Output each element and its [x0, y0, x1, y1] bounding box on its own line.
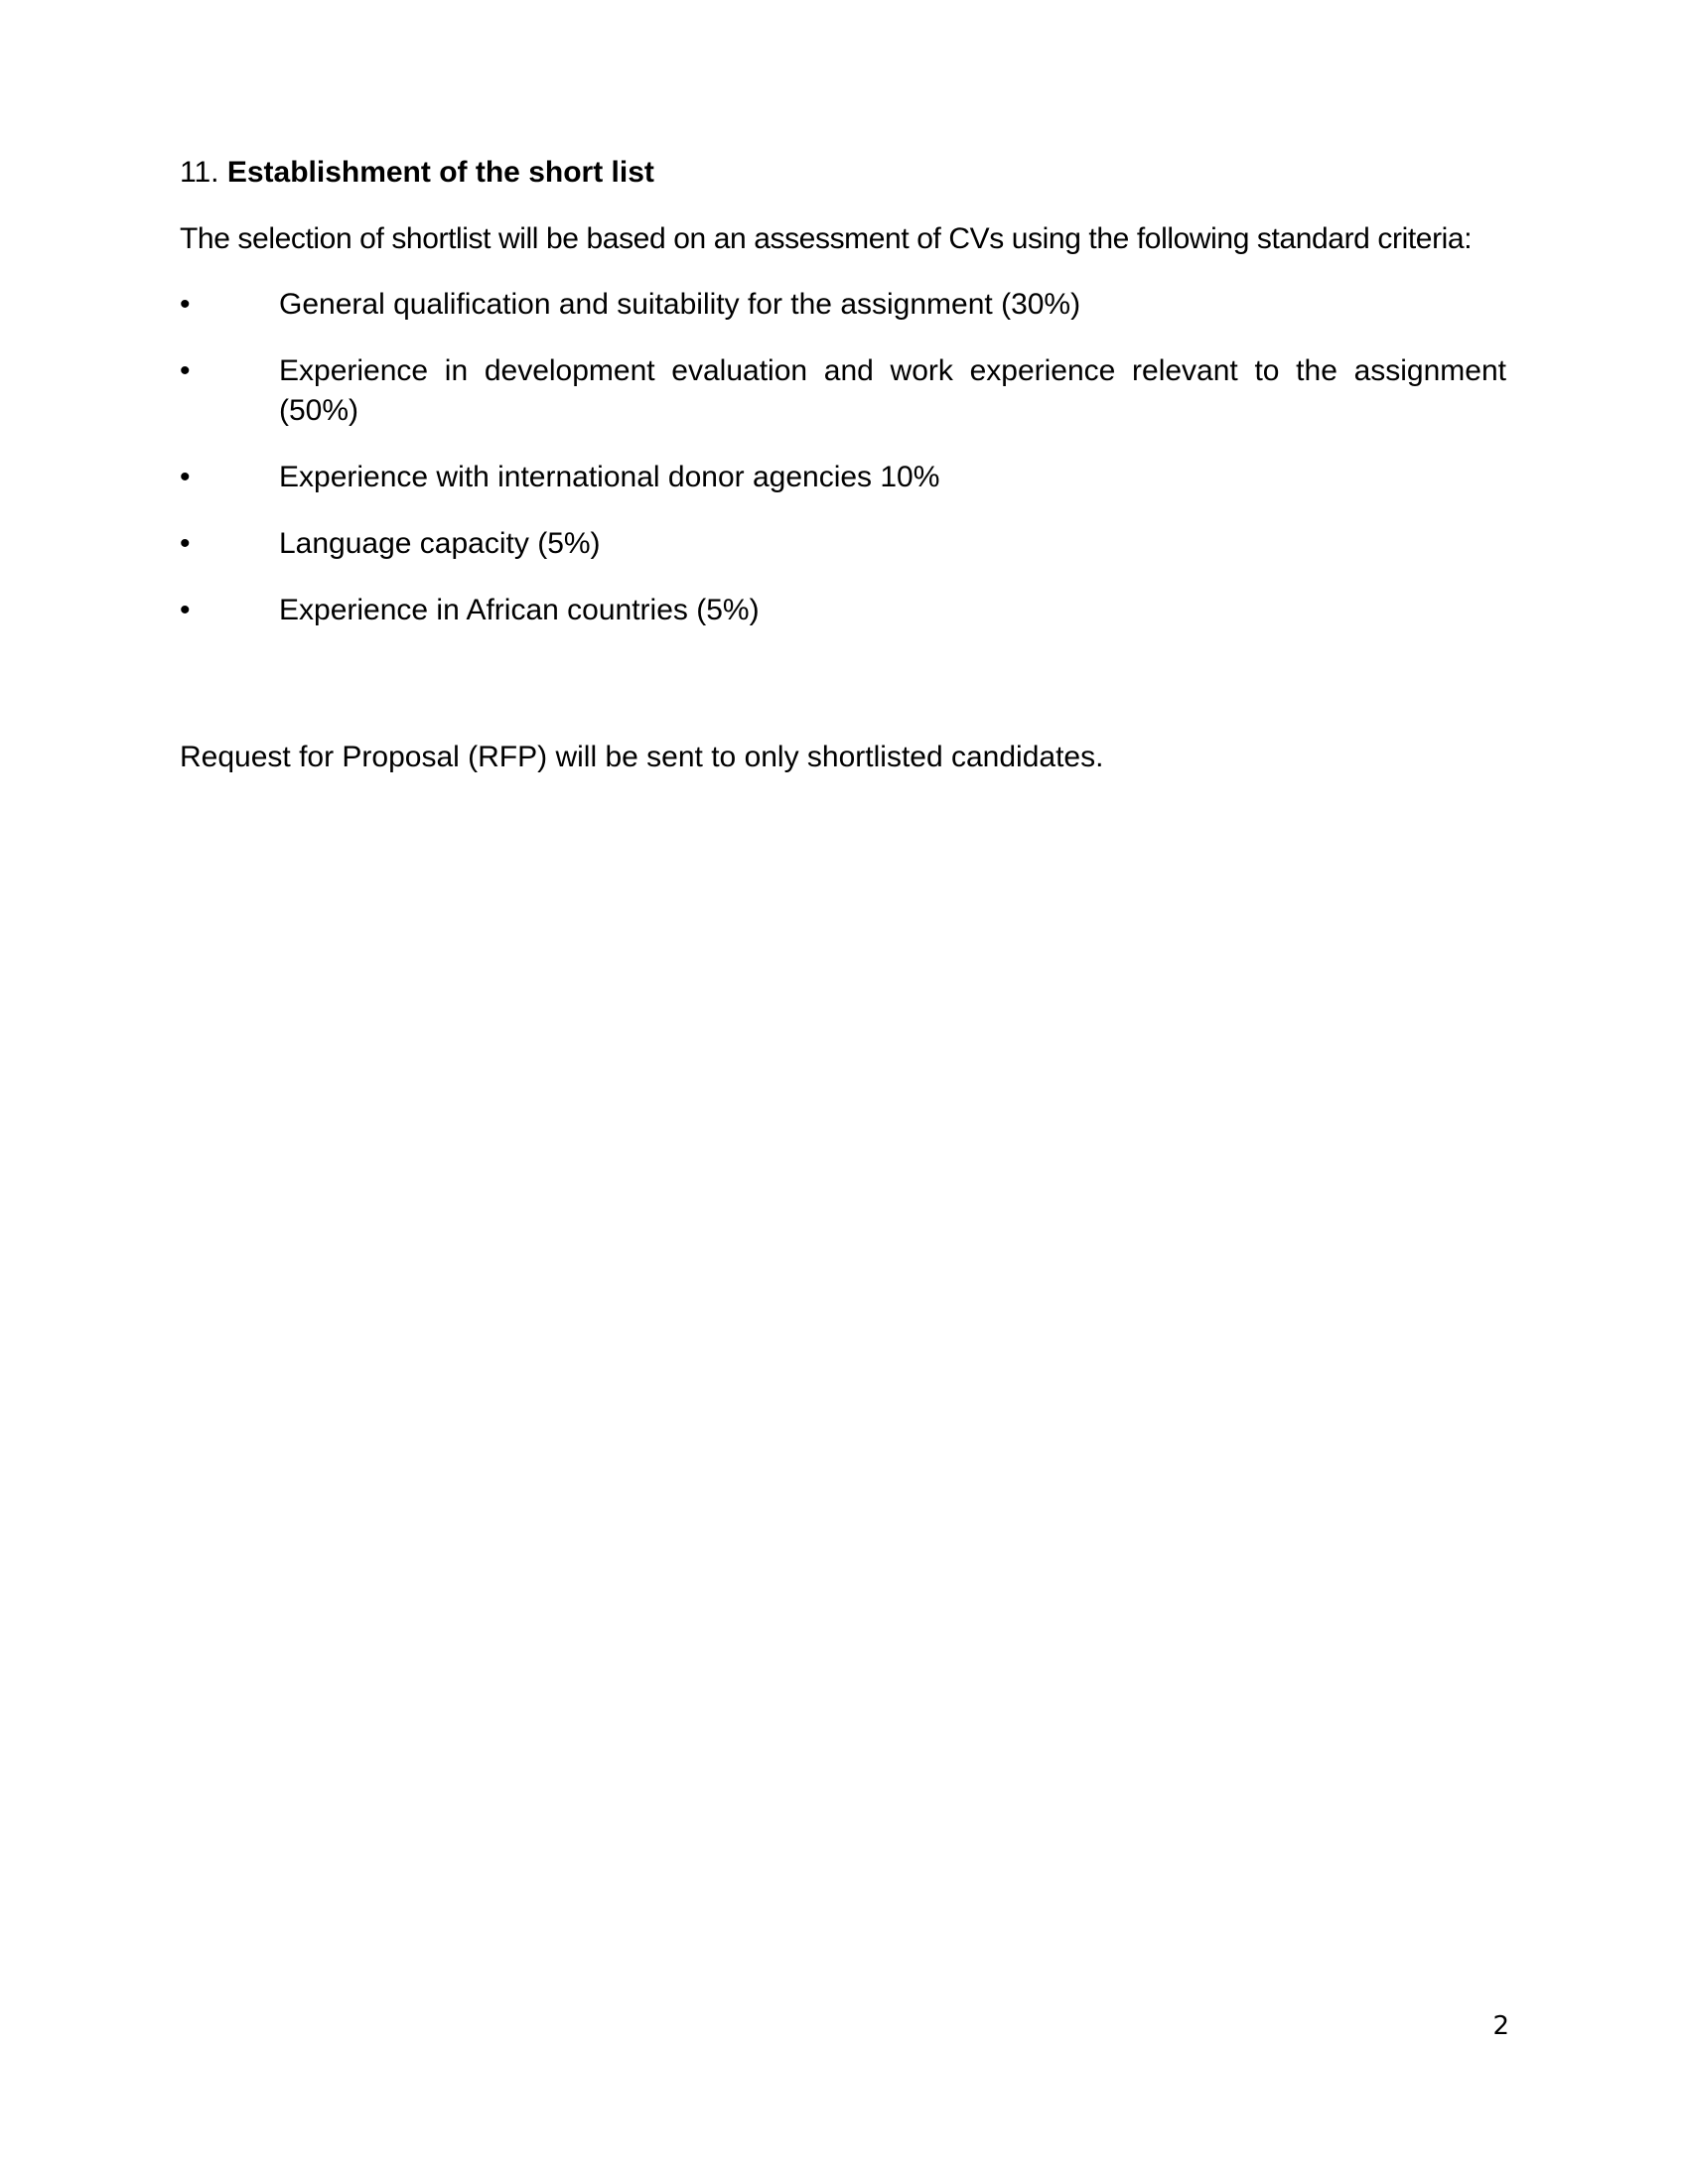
criteria-text: Language capacity (5%) [279, 527, 601, 560]
closing-statement: Request for Proposal (RFP) will be sent to only shortlisted candidates. [180, 741, 1104, 773]
page-number: 2 [1492, 2011, 1509, 2041]
bullet-icon: • [180, 354, 191, 387]
bullet-icon: • [180, 288, 191, 321]
criteria-text: Experience with international donor agencies 10% [279, 461, 940, 493]
criteria-item [180, 458, 1506, 497]
criteria-item [180, 285, 1506, 325]
bullet-icon: • [180, 594, 191, 626]
bullet-icon: • [180, 527, 191, 560]
criteria-text: Experience in development evaluation and work experience relevant to the assignment (50%) [279, 354, 1506, 427]
bullet-icon: • [180, 461, 191, 493]
section-content [180, 153, 1506, 777]
section-number: 11. [180, 156, 219, 189]
criteria-list [180, 285, 1506, 630]
section-heading [180, 153, 1506, 193]
criteria-text: General qualification and suitability for the assignment (30%) [279, 288, 1081, 321]
criteria-item [180, 591, 1506, 630]
section-title: Establishment of the short list [226, 156, 654, 189]
section-intro: The selection of shortlist will be based on an assessment of CVs using the following standard criteria: [180, 222, 1473, 255]
criteria-item [180, 351, 1506, 431]
criteria-item [180, 524, 1506, 564]
criteria-text: Experience in African countries (5%) [279, 594, 760, 626]
